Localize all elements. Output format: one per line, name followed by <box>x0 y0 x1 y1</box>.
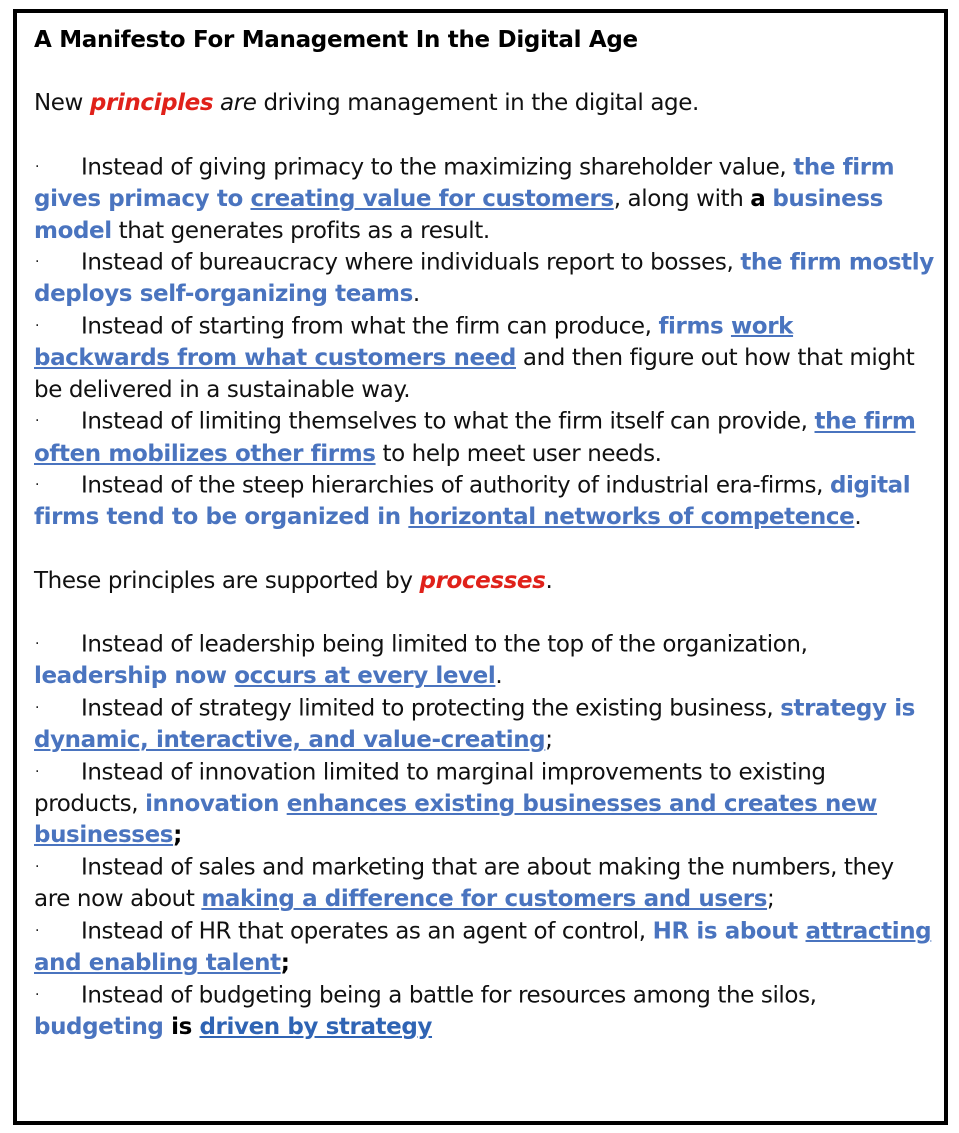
bullet-icon: · <box>35 413 40 430</box>
principles-intro <box>34 88 934 120</box>
process-item <box>34 980 934 1044</box>
item-highlight: business model <box>34 185 883 244</box>
item-highlight: firms <box>658 313 731 340</box>
item-text: and then figure out how that might be delivered in a sustainable way. <box>34 345 915 403</box>
bullet-icon: · <box>35 254 40 271</box>
spacer <box>34 57 934 89</box>
item-link: making a difference for customers and users <box>201 886 768 913</box>
item-highlight: leadership now <box>34 663 235 690</box>
item-text: Instead of budgeting being a battle for resources among the silos, <box>81 981 817 1008</box>
item-text: Instead of giving primacy to the maximizing shareholder value, <box>81 154 794 181</box>
spacer <box>34 597 934 629</box>
principle-item <box>34 470 934 534</box>
document-frame <box>13 9 948 1125</box>
process-item <box>34 852 934 916</box>
bullet-icon: · <box>35 763 40 780</box>
document-body <box>34 25 934 1043</box>
processes-keyword: processes <box>419 567 546 594</box>
processes-intro <box>34 566 934 598</box>
item-link: enhances existing businesses and creates new businesses <box>34 790 878 849</box>
item-text: Instead of innovation limited to marginal improvements to existing products, <box>34 758 826 817</box>
item-highlight: digital firms tend to be organized in <box>34 472 911 531</box>
item-bold: ; <box>173 822 182 849</box>
principle-item <box>34 311 934 406</box>
item-link: creating value for customers <box>250 185 614 212</box>
item-link: attracting and enabling talent <box>34 918 932 976</box>
item-highlight: innovation <box>145 790 287 817</box>
item-bold: a <box>750 185 766 212</box>
item-text: . <box>854 504 862 531</box>
bullet-icon: · <box>35 158 40 175</box>
item-text: . <box>495 663 503 690</box>
item-bold: ; <box>280 949 290 976</box>
principle-item <box>34 152 934 247</box>
item-link: horizontal networks of competence <box>408 504 855 531</box>
spacer <box>34 120 934 152</box>
item-text: , along with <box>613 185 751 212</box>
item-text: ; <box>545 726 553 753</box>
principles-keyword: principles <box>89 90 214 117</box>
item-text: Instead of HR that operates as an agent of control, <box>81 918 653 945</box>
item-highlight: budgeting <box>34 1013 164 1040</box>
intro-text: These principles are supported by <box>34 567 420 594</box>
item-link: the firm often mobilizes other firms <box>34 408 916 467</box>
intro-text: New <box>34 90 90 117</box>
bullet-icon: · <box>35 859 40 876</box>
spacer <box>34 534 934 566</box>
item-highlight: strategy is <box>780 695 915 722</box>
item-text: ; <box>767 886 775 913</box>
process-item <box>34 693 934 757</box>
item-highlight: the firm mostly deploys self-organizing teams <box>34 249 934 308</box>
item-text: Instead of leadership being limited to the top of the organization, <box>81 631 808 658</box>
intro-space <box>213 90 220 116</box>
item-highlight: HR is about <box>652 918 806 945</box>
item-text: . <box>412 281 420 308</box>
item-text: Instead of limiting themselves to what the firm itself can provide, <box>81 408 815 435</box>
intro-text-end: . <box>545 567 553 594</box>
item-text: Instead of the steep hierarchies of authority of industrial era-firms, <box>81 472 830 499</box>
document-title: A Manifesto For Management In the Digital Age <box>34 27 638 53</box>
item-text: that generates profits as a result. <box>111 217 490 244</box>
item-link: occurs at every level <box>234 663 496 690</box>
bullet-icon: · <box>35 922 40 939</box>
item-link: dynamic, interactive, and value-creating <box>34 726 546 753</box>
bullet-icon: · <box>35 699 40 716</box>
process-item <box>34 916 934 980</box>
item-text: Instead of starting from what the firm can produce, <box>81 313 659 340</box>
bullet-icon: · <box>35 986 40 1003</box>
are-emphasis: are <box>220 90 257 117</box>
item-text: Instead of strategy limited to protecting the existing business, <box>81 695 781 722</box>
principle-item <box>34 247 934 311</box>
bullet-icon: · <box>35 636 40 653</box>
item-text: to help meet user needs. <box>375 440 662 467</box>
item-bold: is <box>163 1013 200 1040</box>
item-link: driven by strategy <box>199 1013 433 1040</box>
bullet-icon: · <box>35 477 40 494</box>
process-item <box>34 757 934 852</box>
item-text: Instead of bureaucracy where individuals report to bosses, <box>81 249 741 276</box>
bullet-icon: · <box>35 318 40 335</box>
item-highlight: the firm gives primacy to <box>34 154 895 212</box>
process-item <box>34 629 934 693</box>
item-text: Instead of sales and marketing that are about making the numbers, they are now about <box>34 854 894 913</box>
item-link: work backwards from what customers need <box>34 313 794 372</box>
principle-item <box>34 406 934 470</box>
intro-text-end: driving management in the digital age. <box>256 90 699 117</box>
